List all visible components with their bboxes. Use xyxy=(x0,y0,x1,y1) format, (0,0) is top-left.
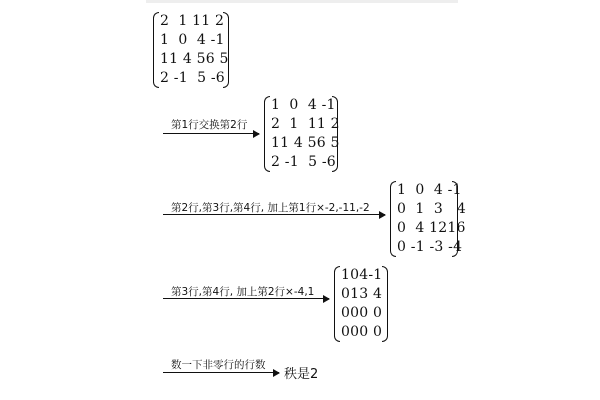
matrix-row: 2 1 11 2 xyxy=(271,116,340,132)
matrix-row: 1 0 4 -1 xyxy=(271,97,336,113)
rank-result: 秩是2 xyxy=(284,367,319,382)
matrix-step-2 xyxy=(397,181,466,257)
matrix-row: 1 0 4 -1 xyxy=(397,182,462,198)
matrix-row: 0 4 1216 xyxy=(397,220,466,236)
step-label: 数一下非零行的行数 xyxy=(171,359,266,371)
matrix-row: 2 -1 5 -6 xyxy=(271,154,336,170)
right-bracket xyxy=(332,96,338,172)
matrix-row: 2 -1 5 -6 xyxy=(160,70,225,86)
matrix-original xyxy=(160,12,229,88)
right-bracket xyxy=(223,12,229,88)
matrix-row: 11 4 56 5 xyxy=(160,51,229,67)
arrow-icon xyxy=(163,214,385,215)
matrix-row: 000 0 xyxy=(341,305,383,321)
arrow-icon xyxy=(163,372,279,373)
left-bracket xyxy=(153,12,159,88)
step-label: 第2行,第3行,第4行, 加上第1行×-2,-11,-2 xyxy=(171,202,370,214)
top-scroll-edge xyxy=(146,0,458,3)
matrix-row: 1 0 4 -1 xyxy=(160,32,225,48)
matrix-step-1 xyxy=(271,96,340,172)
step-label: 第1行交换第2行 xyxy=(171,119,248,131)
matrix-step-3 xyxy=(341,266,381,342)
arrow-icon xyxy=(163,298,329,299)
left-bracket xyxy=(264,96,270,172)
matrix-row: 0 1 3 4 xyxy=(397,201,466,217)
right-bracket xyxy=(382,266,388,342)
right-bracket xyxy=(452,181,458,257)
matrix-row: 000 0 xyxy=(341,324,383,340)
matrix-row: 104-1 xyxy=(341,267,383,283)
left-bracket xyxy=(390,181,396,257)
arrow-icon xyxy=(163,133,259,134)
matrix-row: 0 -1 -3 -4 xyxy=(397,239,463,255)
step-label: 第3行,第4行, 加上第2行×-4,1 xyxy=(171,286,315,298)
matrix-row: 11 4 56 5 xyxy=(271,135,340,151)
left-bracket xyxy=(334,266,340,342)
matrix-row: 2 1 11 2 xyxy=(160,13,225,29)
matrix-row: 013 4 xyxy=(341,286,383,302)
